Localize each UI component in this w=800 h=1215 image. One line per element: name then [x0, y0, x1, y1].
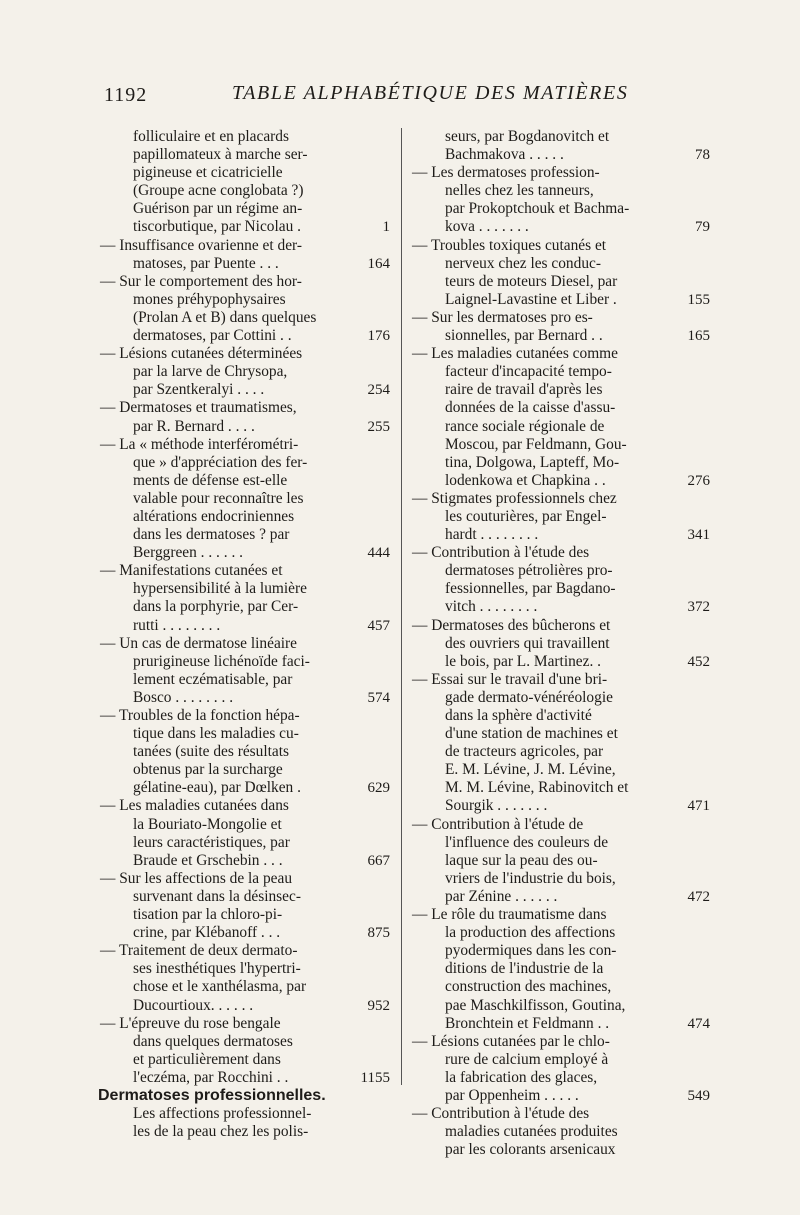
entry-text: — Manifestations cutanées et	[100, 562, 283, 580]
index-line	[100, 852, 390, 870]
index-line	[100, 1051, 390, 1069]
entry-text: gade dermato-vénéréologie	[445, 688, 613, 706]
page-reference: 444	[367, 545, 390, 562]
entry-text: raire de travail d'après les	[445, 381, 603, 399]
entry-text: mones préhypophysaires	[133, 290, 286, 308]
index-line	[412, 1087, 710, 1105]
index-line	[412, 490, 710, 508]
entry-text: que » d'appréciation des fer-	[133, 453, 308, 471]
entry-text: — Un cas de dermatose linéaire	[100, 634, 298, 652]
index-line	[100, 146, 390, 164]
entry-text: gélatine-eau), par Dœlken .	[133, 779, 301, 797]
entry-text: nerveux chez les conduc-	[445, 254, 601, 272]
entry-text: maladies cutanées produites	[445, 1123, 618, 1141]
index-line	[412, 888, 710, 906]
index-line	[412, 472, 710, 490]
index-line	[412, 598, 710, 616]
entry-text: tiscorbutique, par Nicolau .	[133, 218, 301, 236]
entry-text: dans la sphère d'activité	[445, 707, 592, 724]
entry-text: dermatoses, par Cottini . .	[133, 327, 292, 345]
entry-text: la production des affections	[445, 924, 616, 942]
index-line	[412, 508, 710, 526]
entry-text: l'influence des couleurs de	[445, 833, 609, 851]
index-line	[412, 1015, 710, 1033]
index-line	[412, 942, 710, 960]
page-reference: 254	[367, 382, 390, 399]
index-line	[412, 834, 710, 852]
index-line	[412, 617, 710, 635]
entry-text: les couturières, par Engel-	[445, 507, 607, 525]
page-reference: 474	[687, 1015, 710, 1032]
right-column	[412, 128, 710, 1159]
entry-text: — Contribution à l'étude des	[412, 544, 590, 562]
entry-text: altérations endocriniennes	[133, 507, 295, 525]
page-reference: 549	[687, 1087, 710, 1104]
index-line	[412, 671, 710, 689]
entry-text: données de la caisse d'assu-	[445, 399, 616, 417]
index-line	[100, 200, 390, 218]
page-reference: 155	[687, 291, 710, 308]
entry-text: Moscou, par Feldmann, Gou-	[445, 435, 627, 453]
index-line	[100, 743, 390, 761]
index-line	[412, 870, 710, 888]
index-line	[412, 960, 710, 978]
index-line	[100, 1069, 390, 1087]
entry-text: leurs caractéristiques, par	[133, 833, 290, 851]
index-line	[412, 1069, 710, 1087]
entry-text: — Essai sur le travail d'une bri-	[412, 670, 608, 688]
index-line	[412, 345, 710, 363]
entry-text: — Le rôle du traumatisme dans	[412, 906, 607, 924]
entry-text: — Troubles toxiques cutanés et	[412, 236, 607, 254]
index-line	[100, 562, 390, 580]
entry-text: construction des machines,	[445, 978, 612, 996]
entry-text: — Troubles de la fonction hépa-	[100, 707, 300, 724]
index-line	[100, 544, 390, 562]
entry-text: — Stigmates professionnels chez	[412, 489, 617, 507]
index-line	[412, 237, 710, 255]
entry-text: le bois, par L. Martinez. .	[445, 652, 601, 670]
entry-text: dermatoses pétrolières pro-	[445, 562, 613, 580]
entry-text: matoses, par Puente . . .	[133, 254, 279, 272]
index-line	[412, 978, 710, 996]
entry-text: prurigineuse lichénoïde faci-	[133, 652, 310, 670]
index-line	[412, 418, 710, 436]
page-reference: 471	[687, 798, 710, 815]
entry-text: — Sur les dermatoses pro es-	[412, 308, 593, 326]
entry-text: pigineuse et cicatricielle	[133, 164, 283, 182]
index-line	[412, 653, 710, 671]
entry-text: rure de calcium employé à	[445, 1050, 609, 1068]
page-reference: 452	[687, 653, 710, 670]
entry-text: Guérison par un régime an-	[133, 200, 303, 218]
entry-text: la Bouriato-Mongolie et	[133, 815, 282, 833]
entry-text: facteur d'incapacité tempo-	[445, 363, 612, 381]
index-line	[412, 1051, 710, 1069]
index-line	[412, 906, 710, 924]
index-line	[412, 852, 710, 870]
page-reference: 952	[367, 997, 390, 1014]
index-line	[100, 345, 390, 363]
entry-text: Laignel-Lavastine et Liber .	[445, 290, 617, 308]
index-line	[412, 707, 710, 725]
entry-text: l'eczéma, par Rocchini . .	[133, 1068, 289, 1086]
page-reference: 457	[367, 617, 390, 634]
index-line	[100, 906, 390, 924]
entry-text: — Contribution à l'étude de	[412, 815, 584, 833]
index-line	[100, 164, 390, 182]
entry-text: des ouvriers qui travaillent	[445, 634, 610, 652]
left-column	[100, 128, 390, 1141]
entry-text: — L'épreuve du rose bengale	[100, 1014, 281, 1032]
entry-text: — La « méthode interférométri-	[100, 435, 299, 453]
entry-text: lodenkowa et Chapkina . .	[445, 471, 606, 489]
index-line	[100, 381, 390, 399]
entry-text: survenant dans la désinsec-	[133, 887, 301, 905]
page-reference: 341	[687, 527, 710, 544]
index-line	[412, 291, 710, 309]
index-line	[412, 436, 710, 454]
entry-text: — Les maladies cutanées dans	[100, 797, 289, 815]
entry-text: par Zénine . . . . . .	[445, 887, 558, 905]
index-line	[100, 653, 390, 671]
index-line	[412, 128, 710, 146]
entry-text: — Dermatoses et traumatismes,	[100, 399, 297, 417]
page-reference: 276	[687, 472, 710, 489]
entry-text: dans les dermatoses ? par	[133, 526, 290, 544]
entry-text: — Dermatoses des bûcherons et	[412, 616, 611, 634]
index-line	[412, 309, 710, 327]
page-reference: 165	[687, 328, 710, 345]
index-line	[100, 997, 390, 1015]
entry-text: et particulièrement dans	[133, 1050, 281, 1068]
entry-text: lement eczématisable, par	[133, 670, 293, 688]
entry-text: papillomateux à marche ser-	[133, 146, 308, 164]
entry-text: crine, par Klébanoff . . .	[133, 924, 281, 942]
index-line	[100, 399, 390, 417]
index-line	[412, 544, 710, 562]
index-line	[412, 761, 710, 779]
index-line	[412, 743, 710, 761]
index-line	[100, 617, 390, 635]
page-reference: 176	[367, 328, 390, 345]
index-line	[412, 580, 710, 598]
entry-text: (Prolan A et B) dans quelques	[133, 308, 317, 326]
entry-text: dans la porphyrie, par Cer-	[133, 598, 299, 616]
index-line	[100, 671, 390, 689]
entry-text: laque sur la peau des ou-	[445, 851, 598, 869]
index-line	[100, 580, 390, 598]
entry-text: tanées (suite des résultats	[133, 743, 289, 761]
index-line	[100, 707, 390, 725]
entry-text: seurs, par Bogdanovitch et	[445, 128, 610, 145]
index-line	[100, 1105, 390, 1123]
page-reference: 79	[695, 219, 710, 236]
entry-text: ments de défense est-elle	[133, 471, 288, 489]
entry-text: de tracteurs agricoles, par	[445, 743, 604, 761]
running-title: TABLE ALPHABÉTIQUE DES MATIÈRES	[232, 82, 629, 104]
index-line	[100, 1015, 390, 1033]
entry-text: — Les dermatoses profession-	[412, 164, 600, 182]
page-reference: 1155	[360, 1069, 390, 1086]
page-number: 1192	[104, 84, 148, 106]
index-line	[100, 273, 390, 291]
index-line	[100, 888, 390, 906]
entry-text: kova . . . . . . .	[445, 218, 529, 236]
entry-text: M. M. Lévine, Rabinovitch et	[445, 779, 629, 797]
index-line	[412, 797, 710, 815]
index-line	[100, 218, 390, 236]
entry-text: d'une station de machines et	[445, 725, 618, 743]
index-line	[412, 363, 710, 381]
index-line	[412, 381, 710, 399]
entry-text: sionnelles, par Bernard . .	[445, 327, 603, 345]
entry-text: — Lésions cutanées déterminées	[100, 345, 303, 363]
page-reference: 472	[687, 888, 710, 905]
index-line	[412, 1033, 710, 1051]
index-line	[412, 725, 710, 743]
index-line	[100, 797, 390, 815]
column-divider	[401, 128, 402, 1085]
entry-text: rance sociale régionale de	[445, 417, 605, 435]
index-line	[412, 816, 710, 834]
index-line	[100, 490, 390, 508]
index-line	[100, 128, 390, 146]
index-line	[100, 454, 390, 472]
entry-text: nelles chez les tanneurs,	[445, 182, 594, 200]
entry-text: hardt . . . . . . . .	[445, 526, 539, 544]
index-line	[412, 399, 710, 417]
entry-text: — Lésions cutanées par le chlo-	[412, 1032, 610, 1050]
page-reference: 667	[367, 852, 390, 869]
entry-text: hypersensibilité à la lumière	[133, 580, 307, 598]
index-line	[100, 182, 390, 200]
index-line	[100, 418, 390, 436]
index-line	[100, 237, 390, 255]
entry-text: obtenus par la surcharge	[133, 761, 283, 779]
index-line	[100, 508, 390, 526]
entry-text: tisation par la chloro-pi-	[133, 906, 283, 924]
index-line	[100, 725, 390, 743]
index-line	[412, 164, 710, 182]
entry-text: teurs de moteurs Diesel, par	[445, 272, 618, 290]
entry-text: Berggreen . . . . . .	[133, 544, 243, 562]
index-line	[100, 816, 390, 834]
entry-text: les de la peau chez les polis-	[133, 1123, 309, 1141]
page-reference: 78	[695, 147, 710, 164]
entry-text: ses inesthétiques l'hypertri-	[133, 960, 301, 978]
page-reference: 255	[367, 418, 390, 435]
entry-text: (Groupe acne conglobata ?)	[133, 182, 304, 200]
index-line	[100, 472, 390, 490]
entry-text: tina, Dolgowa, Lapteff, Mo-	[445, 453, 620, 471]
index-line	[100, 942, 390, 960]
entry-text: — Traitement de deux dermato-	[100, 942, 298, 960]
page-reference: 875	[367, 925, 390, 942]
page-reference: 164	[367, 255, 390, 272]
index-line	[412, 689, 710, 707]
index-line	[100, 255, 390, 273]
index-line	[412, 997, 710, 1015]
page-reference: 574	[367, 689, 390, 706]
index-line	[100, 960, 390, 978]
entry-text: ditions de l'industrie de la	[445, 960, 604, 978]
page-reference: 629	[367, 780, 390, 797]
entry-text: Braude et Grschebin . . .	[133, 851, 283, 869]
index-line	[100, 1123, 390, 1141]
index-line	[100, 309, 390, 327]
index-line	[412, 200, 710, 218]
index-line	[100, 327, 390, 345]
index-line	[100, 834, 390, 852]
entry-text: Ducourtioux. . . . . .	[133, 996, 254, 1014]
entry-text: valable pour reconnaître les	[133, 489, 304, 507]
page-reference: 1	[382, 219, 390, 236]
index-line	[412, 182, 710, 200]
entry-text: par les colorants arsenicaux	[445, 1141, 616, 1159]
entry-text: par Oppenheim . . . . .	[445, 1086, 579, 1104]
entry-text: rutti . . . . . . . .	[133, 616, 221, 634]
entry-text: pyodermiques dans les con-	[445, 942, 617, 960]
entry-text: — Les maladies cutanées comme	[412, 345, 618, 363]
index-line	[412, 273, 710, 291]
entry-text: Bachmakova . . . . .	[445, 146, 564, 164]
index-line	[100, 761, 390, 779]
index-line	[412, 1123, 710, 1141]
entry-text: par Prokoptchouk et Bachma-	[445, 200, 630, 218]
index-line	[100, 1033, 390, 1051]
entry-text: folliculaire et en placards	[133, 128, 289, 145]
entry-text: Dermatoses professionnelles.	[98, 1086, 326, 1104]
index-line	[100, 870, 390, 888]
index-line	[412, 255, 710, 273]
entry-text: — Insuffisance ovarienne et der-	[100, 236, 302, 254]
index-line	[100, 978, 390, 996]
index-line	[412, 218, 710, 236]
entry-text: la fabrication des glaces,	[445, 1068, 598, 1086]
entry-text: vriers de l'industrie du bois,	[445, 869, 616, 887]
entry-text: par Szentkeralyi . . . .	[133, 381, 265, 399]
entry-text: fessionnelles, par Bagdano-	[445, 580, 616, 598]
index-line	[100, 779, 390, 797]
entry-text: Bosco . . . . . . . .	[133, 688, 234, 706]
entry-text: — Contribution à l'étude des	[412, 1105, 590, 1123]
index-line	[100, 598, 390, 616]
index-line	[100, 924, 390, 942]
index-line	[412, 779, 710, 797]
entry-text: Les affections professionnel-	[133, 1105, 312, 1123]
index-line	[412, 924, 710, 942]
entry-text: par R. Bernard . . . .	[133, 417, 255, 435]
entry-text: par la larve de Chrysopa,	[133, 363, 288, 381]
index-line	[100, 689, 390, 707]
index-line	[100, 526, 390, 544]
entry-text: pae Maschkilfisson, Goutina,	[445, 996, 626, 1014]
entry-text: tique dans les maladies cu-	[133, 725, 299, 743]
index-line	[412, 635, 710, 653]
index-line	[412, 562, 710, 580]
page-reference: 372	[687, 599, 710, 616]
index-line	[100, 436, 390, 454]
entry-text: vitch . . . . . . . .	[445, 598, 538, 616]
index-line	[412, 146, 710, 164]
entry-text: — Sur le comportement des hor-	[100, 272, 302, 290]
section-heading	[100, 1087, 390, 1105]
entry-text: chose et le xanthélasma, par	[133, 978, 307, 996]
index-line	[412, 1141, 710, 1159]
entry-text: Bronchtein et Feldmann . .	[445, 1014, 610, 1032]
index-line	[100, 291, 390, 309]
entry-text: — Sur les affections de la peau	[100, 869, 293, 887]
entry-text: dans quelques dermatoses	[133, 1032, 293, 1050]
index-line	[100, 363, 390, 381]
index-line	[412, 327, 710, 345]
index-line	[412, 1105, 710, 1123]
index-line	[412, 526, 710, 544]
index-line	[100, 635, 390, 653]
index-line	[412, 454, 710, 472]
entry-text: E. M. Lévine, J. M. Lévine,	[445, 761, 616, 779]
entry-text: Sourgik . . . . . . .	[445, 797, 548, 815]
